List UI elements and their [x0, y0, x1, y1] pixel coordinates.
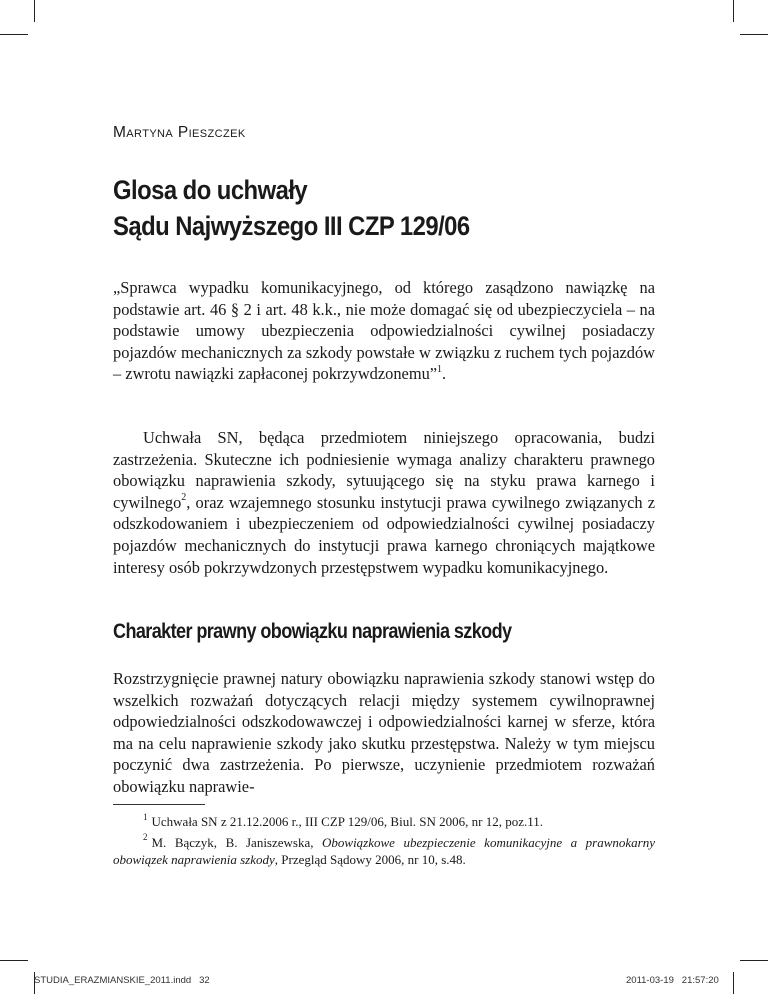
footnote-number: 2: [143, 832, 148, 843]
footnote-text: Uchwała SN z 21.12.2006 r., III CZP 129/06, Biul. SN 2006, nr 12, poz.11.: [151, 814, 544, 829]
crop-mark: [733, 972, 734, 994]
footnotes: [113, 813, 655, 872]
footnote-ref-1[interactable]: 1: [437, 363, 443, 375]
title-line-2: Sądu Najwyższego III CZP 129/06: [113, 211, 470, 241]
section-heading: Charakter prawny obowiązku naprawienia szkody: [113, 620, 512, 643]
paragraph-2: [113, 427, 655, 578]
crop-mark: [0, 34, 28, 35]
section-paragraph: Rozstrzygnięcie prawnej natury obowiązku naprawienia szkody stanowi wstęp do wszelkich rozważań dotyczących relacji między systemem cywilnoprawnej odpowiedzialności odszkodowawczej i odpowiedzialności karnej w sferze, która ma na celu naprawienie szkody jako skutku przestępstwa. Należy w tym miejscu poczynić dwa zastrzeżenia. Po pierwsze, uczynienie przedmiotem rozważań obowiązku naprawie-: [113, 669, 655, 796]
title-line-1: Glosa do uchwały: [113, 175, 308, 205]
crop-mark: [740, 960, 768, 961]
author-name: Martyna Pieszczek: [113, 124, 246, 141]
footnote-ref-2[interactable]: 2: [181, 492, 187, 504]
paragraph-2-part-1: Uchwała SN, będąca przedmiotem niniejszego opracowania, budzi zastrzeżenia. Skuteczne ich podniesienie wymaga analizy charakteru prawnego obowiązku naprawienia szkody, sytuującego się na styku prawa karnego i cywilnego: [113, 428, 655, 512]
paragraph-2-part-2: , oraz wzajemnego stosunku instytucji prawa cywilnego związanych z odszkodowaniem i ubezpieczeniem od odpowiedzialności cywilnej posiadaczy pojazdów mechanicznych do instytucji prawa karnego chroniących majątkowe interesy osób pokrzywdzonych przestępstwem wypadku komunikacyjnego.: [113, 492, 655, 577]
crop-mark: [740, 34, 768, 35]
footnote-1: [113, 813, 655, 831]
crop-mark: [34, 0, 35, 22]
quote-end: .: [442, 364, 447, 384]
footnote-source: , Przegląd Sądowy 2006, nr 10, s.48.: [274, 852, 466, 867]
footnote-divider: [113, 804, 205, 805]
crop-mark: [0, 960, 28, 961]
quoted-resolution: [113, 277, 655, 385]
slug-filename: STUDIA_ERAZMIANSKIE_2011.indd 32: [34, 975, 210, 986]
footnote-2: [113, 834, 655, 869]
slug-timestamp: 2011-03-19 21:57:20: [626, 975, 719, 986]
article-title: [113, 172, 617, 244]
footnote-publication-title: Obowiązkowe ubezpieczenie komunikacyjne a prawnokarny obowiązek naprawienia szkody: [113, 834, 655, 867]
crop-mark: [733, 0, 734, 22]
footnote-authors: M. Bączyk, B. Janiszewska,: [151, 834, 323, 850]
quote-text: „Sprawca wypadku komunikacyjnego, od którego zasądzono nawiązkę na podstawie art. 46 § 2 i art. 48 k.k., nie może domagać się od ubezpieczyciela – na podstawie umowy ubezpieczenia odpowiedzialności cywilnej posiadaczy pojazdów mechanicznych za szkody powstałe w związku z ruchem tych pojazdów – zwrotu nawiązki zapłaconej pokrzywdzonemu”: [113, 278, 655, 384]
footnote-number: 1: [143, 811, 148, 822]
